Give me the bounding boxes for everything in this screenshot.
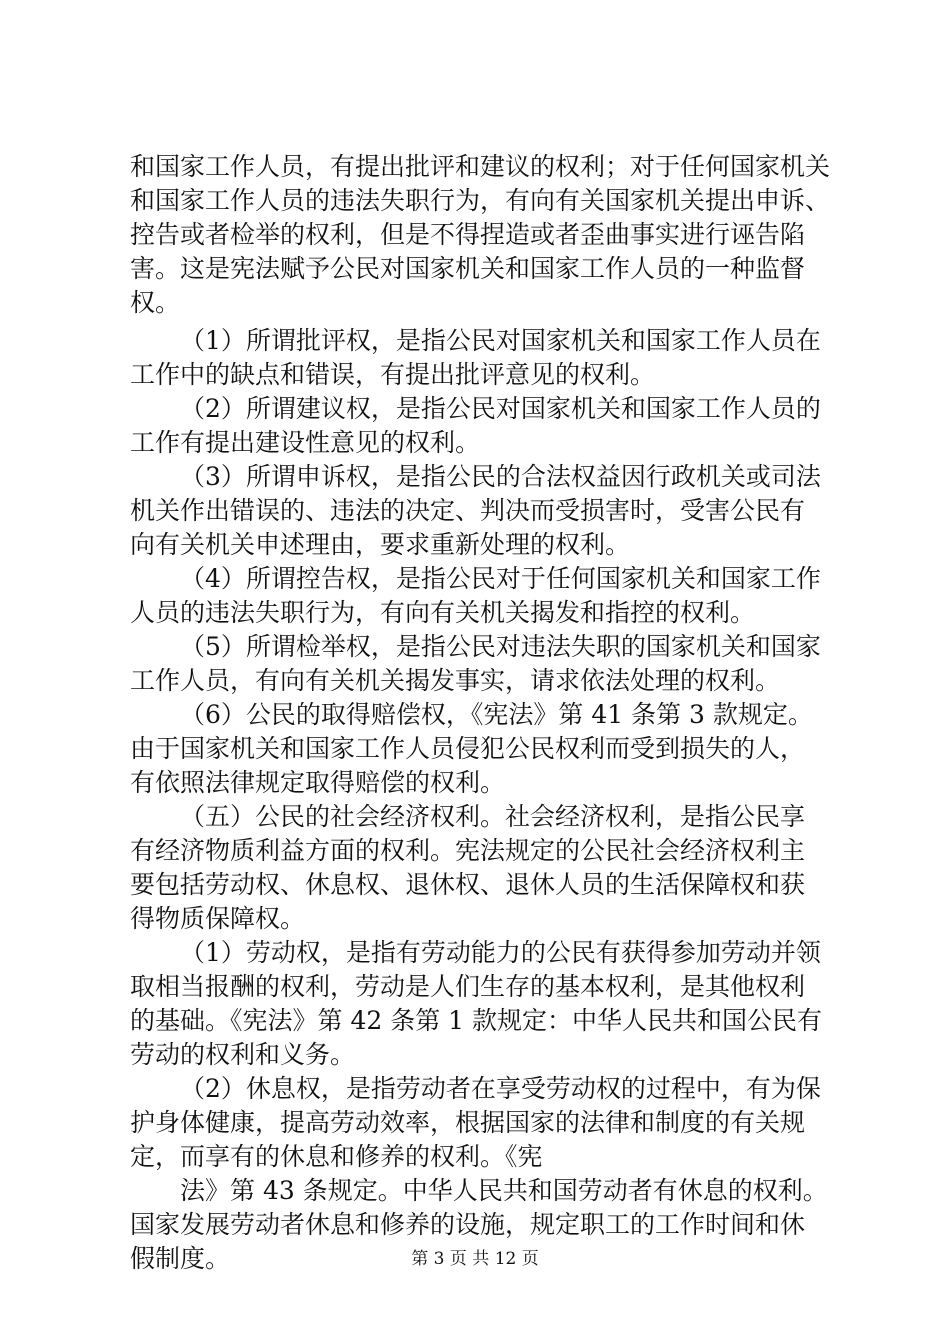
text-line: 和国家工作人员，有提出批评和建议的权利；对于任何国家机关 <box>130 152 831 181</box>
text-line: （3）所谓申诉权，是指公民的合法权益因行政机关或司法 <box>180 462 821 491</box>
text-line: 有依照法律规定取得赔偿的权利。 <box>130 768 506 797</box>
text-line: （2）休息权，是指劳动者在享受劳动权的过程中，有为保 <box>180 1074 821 1103</box>
text-line: 向有关机关申述理由，要求重新处理的权利。 <box>130 530 631 559</box>
text-line: 控告或者检举的权利，但是不得捏造或者歪曲事实进行诬告陷 <box>130 220 806 249</box>
page-footer: 第 3 页 共 12 页 <box>411 1249 539 1269</box>
text-line: （1）劳动权，是指有劳动能力的公民有获得参加劳动并领 <box>180 938 821 967</box>
text-line: 有经济物质利益方面的权利。宪法规定的公民社会经济权利主 <box>130 836 806 865</box>
text-line: 工作中的缺点和错误，有提出批评意见的权利。 <box>130 360 656 389</box>
text-line: 国家发展劳动者休息和修养的设施，规定职工的工作时间和休 <box>130 1210 806 1239</box>
text-line: （五）公民的社会经济权利。社会经济权利，是指公民享 <box>180 802 806 831</box>
text-line: 工作有提出建设性意见的权利。 <box>130 428 481 457</box>
text-line: 害。这是宪法赋予公民对国家机关和国家工作人员的一种监督 <box>130 254 806 283</box>
text-line: 定，而享有的休息和修养的权利。《宪 <box>130 1142 543 1171</box>
text-line: 劳动的权利和义务。 <box>130 1040 356 1069</box>
text-line: 假制度。 <box>130 1244 231 1273</box>
text-line: 人员的违法失职行为，有向有关机关揭发和指控的权利。 <box>130 598 756 627</box>
text-line: 和国家工作人员的违法失职行为，有向有关国家机关提出申诉、 <box>130 186 831 215</box>
text-line: （1）所谓批评权，是指公民对国家机关和国家工作人员在 <box>180 326 821 355</box>
text-line: 取相当报酬的权利，劳动是人们生存的基本权利，是其他权利 <box>130 972 806 1001</box>
text-line: （4）所谓控告权，是指公民对于任何国家机关和国家工作 <box>180 564 821 593</box>
text-line: 得物质保障权。 <box>130 904 306 933</box>
document-body <box>130 150 830 1276</box>
text-line: （6）公民的取得赔偿权，《宪法》第 41 条第 3 款规定。 <box>180 700 813 729</box>
text-line: 机关作出错误的、违法的决定、判决而受损害时，受害公民有 <box>130 496 806 525</box>
text-line: 的基础。《宪法》第 42 条第 1 款规定：中华人民共和国公民有 <box>130 1006 823 1035</box>
text-line: 要包括劳动权、休息权、退休权、退休人员的生活保障权和获 <box>130 870 806 899</box>
text-line: 工作人员，有向有关机关揭发事实，请求依法处理的权利。 <box>130 666 781 695</box>
text-line: 护身体健康，提高劳动效率，根据国家的法律和制度的有关规 <box>130 1108 806 1137</box>
text-line: 权。 <box>130 288 181 317</box>
text-line: （5）所谓检举权，是指公民对违法失职的国家机关和国家 <box>180 632 821 661</box>
text-line: 由于国家机关和国家工作人员侵犯公民权利而受到损失的人， <box>130 734 806 763</box>
text-line: （2）所谓建议权，是指公民对国家机关和国家工作人员的 <box>180 394 821 423</box>
text-line: 法》第 43 条规定。中华人民共和国劳动者有休息的权利。 <box>180 1176 828 1205</box>
